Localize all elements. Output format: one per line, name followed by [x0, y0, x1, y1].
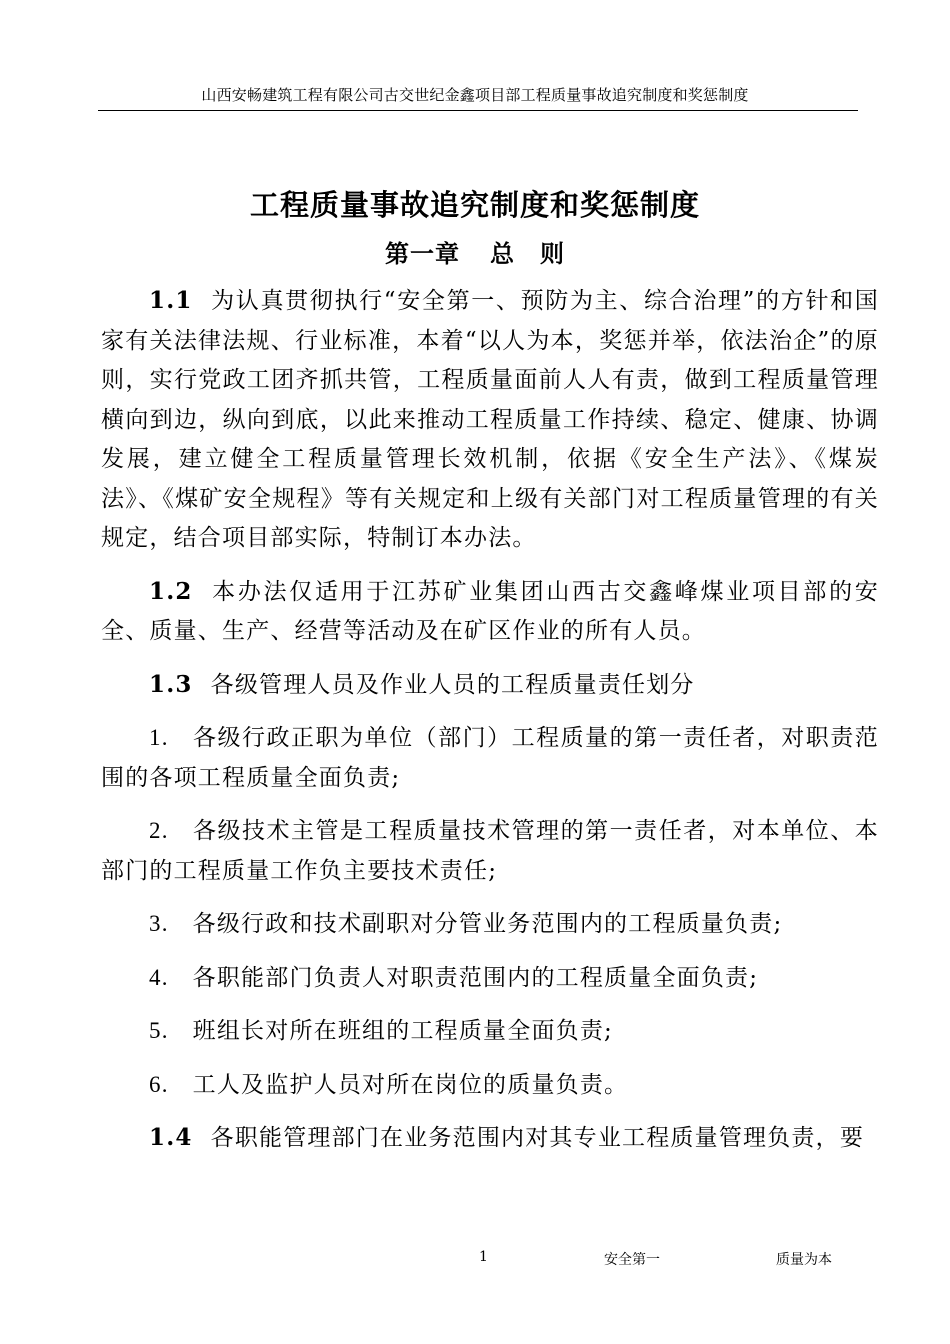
section-number: 1.2 — [149, 577, 193, 605]
chapter-name: 总 则 — [490, 239, 565, 268]
document-body — [101, 281, 879, 1172]
section-number: 1.4 — [149, 1124, 193, 1151]
page-footer — [0, 1249, 950, 1269]
list-item — [101, 811, 879, 891]
section-1-4 — [101, 1118, 879, 1159]
item-text: 各级行政和技术副职对分管业务范围内的工程质量负责; — [192, 911, 783, 937]
footer-motto-safety: 安全第一 — [604, 1252, 660, 1268]
section-1-1 — [101, 281, 879, 559]
list-item — [101, 718, 879, 798]
chapter-number: 第一章 — [385, 239, 460, 268]
section-text: 本办法仅适用于江苏矿业集团山西古交鑫峰煤业项目部的安全、质量、生产、经营等活动及在矿区作业的所有人员。 — [101, 578, 879, 644]
section-text: 为认真贯彻执行“安全第一、预防为主、综合治理”的方针和国家有关法律法规、行业标准，本着“以人为本，奖惩并举，依法治企”的原则，实行党政工团齐抓共管，工程质量面前人人有责，做到工程质量管理横向到边，纵向到底，以此来推动工程质量工作持续、稳定、健康、协调发展，建立健全工程质量管理长效机制，依据《安全生产法》、《煤炭法》、《煤矿安全规程》等有关规定和上级有关部门对工程质量管理的有关规定，结合项目部实际，特制订本办法。 — [101, 288, 879, 551]
item-text: 班组长对所在班组的工程质量全面负责; — [192, 1018, 614, 1044]
item-number: 4. — [149, 964, 169, 990]
item-text: 各职能部门负责人对职责范围内的工程质量全面负责; — [192, 964, 759, 991]
footer-motto-quality: 质量为本 — [776, 1252, 832, 1268]
item-text: 工人及监护人员对所在岗位的质量负责。 — [192, 1071, 629, 1098]
item-number: 6. — [149, 1071, 169, 1097]
item-number: 2. — [149, 818, 169, 843]
page-number: 1 — [479, 1249, 488, 1265]
item-text: 各级行政正职为单位（部门）工程质量的第一责任者，对职责范围的各项工程质量全面负责; — [101, 725, 879, 791]
section-number: 1.1 — [149, 287, 193, 314]
item-number: 5. — [149, 1018, 169, 1043]
section-number: 1.3 — [149, 670, 193, 698]
document-title: 工程质量事故追究制度和奖惩制度 — [249, 188, 700, 222]
list-item — [101, 958, 879, 999]
item-text: 各级技术主管是工程质量技术管理的第一责任者，对本单位、本部门的工程质量工作负主要技术责任; — [101, 818, 879, 884]
list-item — [101, 1011, 879, 1052]
running-header: 山西安畅建筑工程有限公司古交世纪金鑫项目部工程质量事故追究制度和奖惩制度 — [201, 86, 749, 104]
section-text: 各职能管理部门在业务范围内对其专业工程质量管理负责，要 — [210, 1125, 865, 1151]
chapter-heading — [0, 234, 950, 269]
item-number: 1. — [149, 725, 169, 750]
header-divider — [98, 110, 858, 111]
list-item — [101, 904, 879, 945]
item-number: 3. — [149, 911, 169, 936]
section-1-2 — [101, 572, 879, 652]
section-text: 各级管理人员及作业人员的工程质量责任划分 — [210, 671, 695, 698]
section-1-3 — [101, 665, 879, 706]
list-item — [101, 1065, 879, 1106]
